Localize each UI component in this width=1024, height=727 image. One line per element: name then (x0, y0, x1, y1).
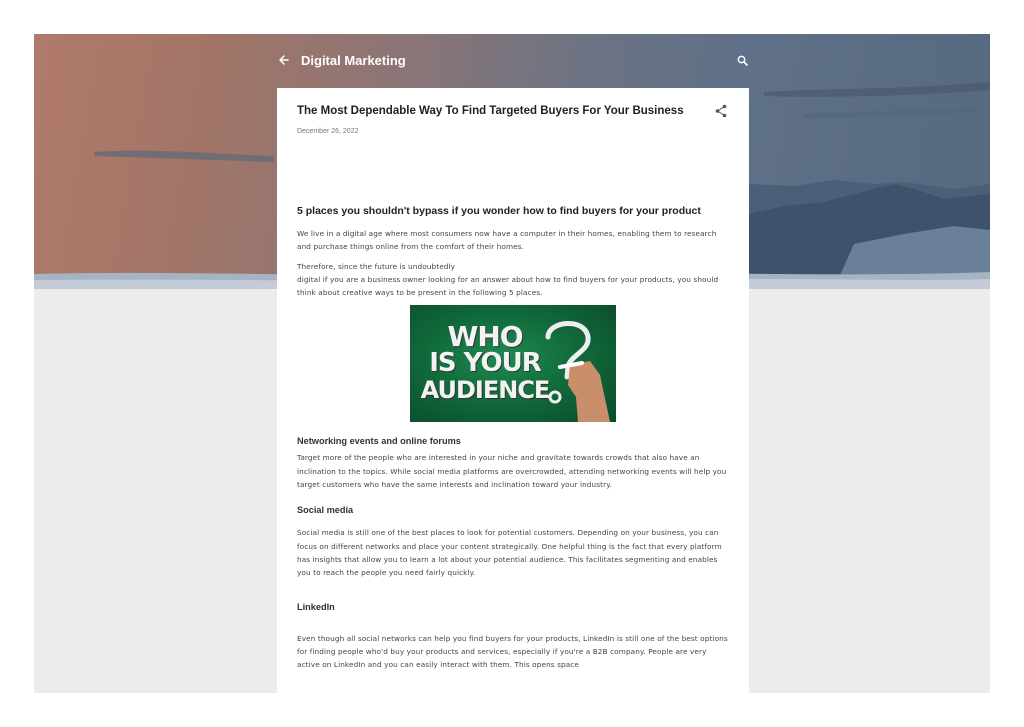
arrow-left-icon[interactable] (277, 53, 291, 67)
section-paragraph: Target more of the people who are interested in your niche and gravitate towards crowds that also have an inclination to the topics. While social media platforms are overcrowded, attending networking events will help you target customers who have the same interests and inclination toward your industry. (297, 453, 727, 490)
post-section-heading: 5 places you shouldn't bypass if you wonder how to find buyers for your product (297, 205, 701, 217)
section-paragraph: Even though all social networks can help you find buyers for your products, LinkedIn is still one of the best options for finding people who'd buy your products and services, especially if you're a B2B company. People are very active on LinkedIn and you can easily interact with them. This opens space (297, 633, 728, 670)
section-heading: Social media (297, 505, 354, 516)
post-date: December 26, 2022 (297, 128, 359, 135)
blog-title[interactable]: Digital Marketing (301, 52, 406, 68)
post-card (277, 88, 749, 693)
share-icon[interactable] (715, 104, 727, 118)
post-title: The Most Dependable Way To Find Targeted Buyers For Your Business (297, 105, 684, 117)
page-frame (34, 34, 990, 693)
audience-image (410, 305, 616, 422)
section-heading: LinkedIn (297, 601, 335, 612)
question-mark-hand-illustration (410, 305, 616, 422)
image-text-line: AUDIENCE (420, 376, 550, 405)
intro-paragraph: We live in a digital age where most consumers now have a computer in their homes, enabling them to research and purchase things online from the comfort of their homes. (297, 229, 717, 252)
section-heading: Networking events and online forums (297, 436, 461, 447)
image-text-line: IS YOUR (429, 348, 541, 379)
post-body (297, 205, 729, 677)
section-paragraph: Social media is still one of the best places to look for potential customers. Depending on your business, you can focus on different networks and place your content strategically. One helpful thing is the fact that every platform has insights that allow you to learn a lot about your potential audience. This facilitates segmenting and enables you to reach the people you need fairly quickly. (297, 528, 722, 578)
therefore-line: Therefore, since the future is undoubtedly (297, 261, 456, 271)
image-text-line: WHO (447, 320, 523, 354)
blog-header-bar (277, 48, 749, 72)
search-icon[interactable] (735, 53, 749, 67)
therefore-paragraph: digital if you are a business owner looking for an answer about how to find buyers for your products, you should think about creative ways to be present in the following 5 places. (297, 274, 719, 298)
